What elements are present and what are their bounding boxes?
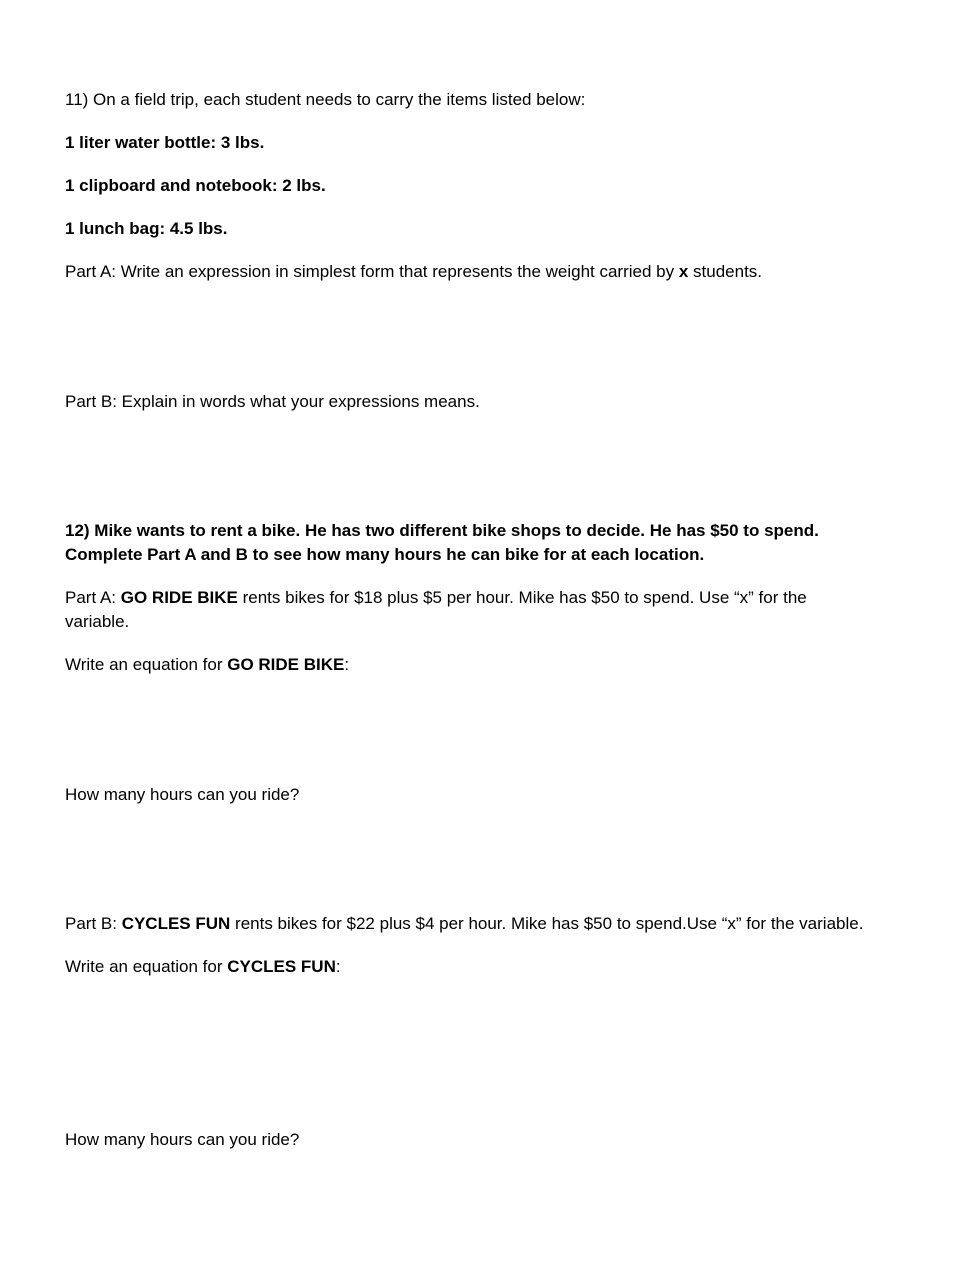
- q11-item-clipboard: 1 clipboard and notebook: 2 lbs.: [65, 176, 326, 195]
- q12-part-a-line2: variable.: [65, 612, 130, 631]
- q11-item-water-bottle: 1 liter water bottle: 3 lbs.: [65, 133, 265, 152]
- q12-part-a-equation-prompt: [65, 653, 925, 677]
- q11-part-a-variable: x: [678, 262, 689, 281]
- q12-part-b-equation-shop: CYCLES FUN: [227, 957, 336, 976]
- q12-part-a-equation-prefix: Write an equation for: [65, 655, 228, 674]
- q12-part-b-line: [65, 912, 925, 936]
- q11-part-a: [65, 260, 925, 284]
- q12-part-a-line1: [65, 586, 925, 610]
- q12-part-b-hours-question: How many hours can you ride?: [65, 1130, 300, 1149]
- q12-heading-line1: 12) Mike wants to rent a bike. He has two different bike shops to decide. He has $50 to spend.: [65, 521, 819, 540]
- q11-part-a-suffix: students.: [688, 262, 763, 281]
- q12-part-a-hours-question: How many hours can you ride?: [65, 785, 300, 804]
- q12-part-b-shop: CYCLES FUN: [121, 914, 231, 933]
- q11-intro: 11) On a field trip, each student needs to carry the items listed below:: [65, 90, 586, 109]
- q12-part-b-rest: rents bikes for $22 plus $4 per hour. Mike has $50 to spend.Use “x” for the variable.: [230, 914, 864, 933]
- q12-heading-line2: Complete Part A and B to see how many hours he can bike for at each location.: [65, 545, 705, 564]
- q12-part-b-label: Part B:: [65, 914, 122, 933]
- q12-part-a-shop: GO RIDE BIKE: [120, 588, 238, 607]
- q12-part-a-equation-suffix: :: [344, 655, 350, 674]
- q12-part-b-equation-suffix: :: [335, 957, 341, 976]
- q12-part-a-rest: rents bikes for $18 plus $5 per hour. Mike has $50 to spend. Use “x” for the: [237, 588, 807, 607]
- q12-part-b-equation-prefix: Write an equation for: [65, 957, 228, 976]
- q12-part-a-equation-shop: GO RIDE BIKE: [227, 655, 345, 674]
- q11-item-lunch-bag: 1 lunch bag: 4.5 lbs.: [65, 219, 228, 238]
- q12-part-b-equation-prompt: [65, 955, 925, 979]
- q12-part-a-label: Part A:: [65, 588, 121, 607]
- q11-part-b: Part B: Explain in words what your expressions means.: [65, 392, 480, 411]
- q11-part-a-prefix: Part A: Write an expression in simplest form that represents the weight carried by: [65, 262, 679, 281]
